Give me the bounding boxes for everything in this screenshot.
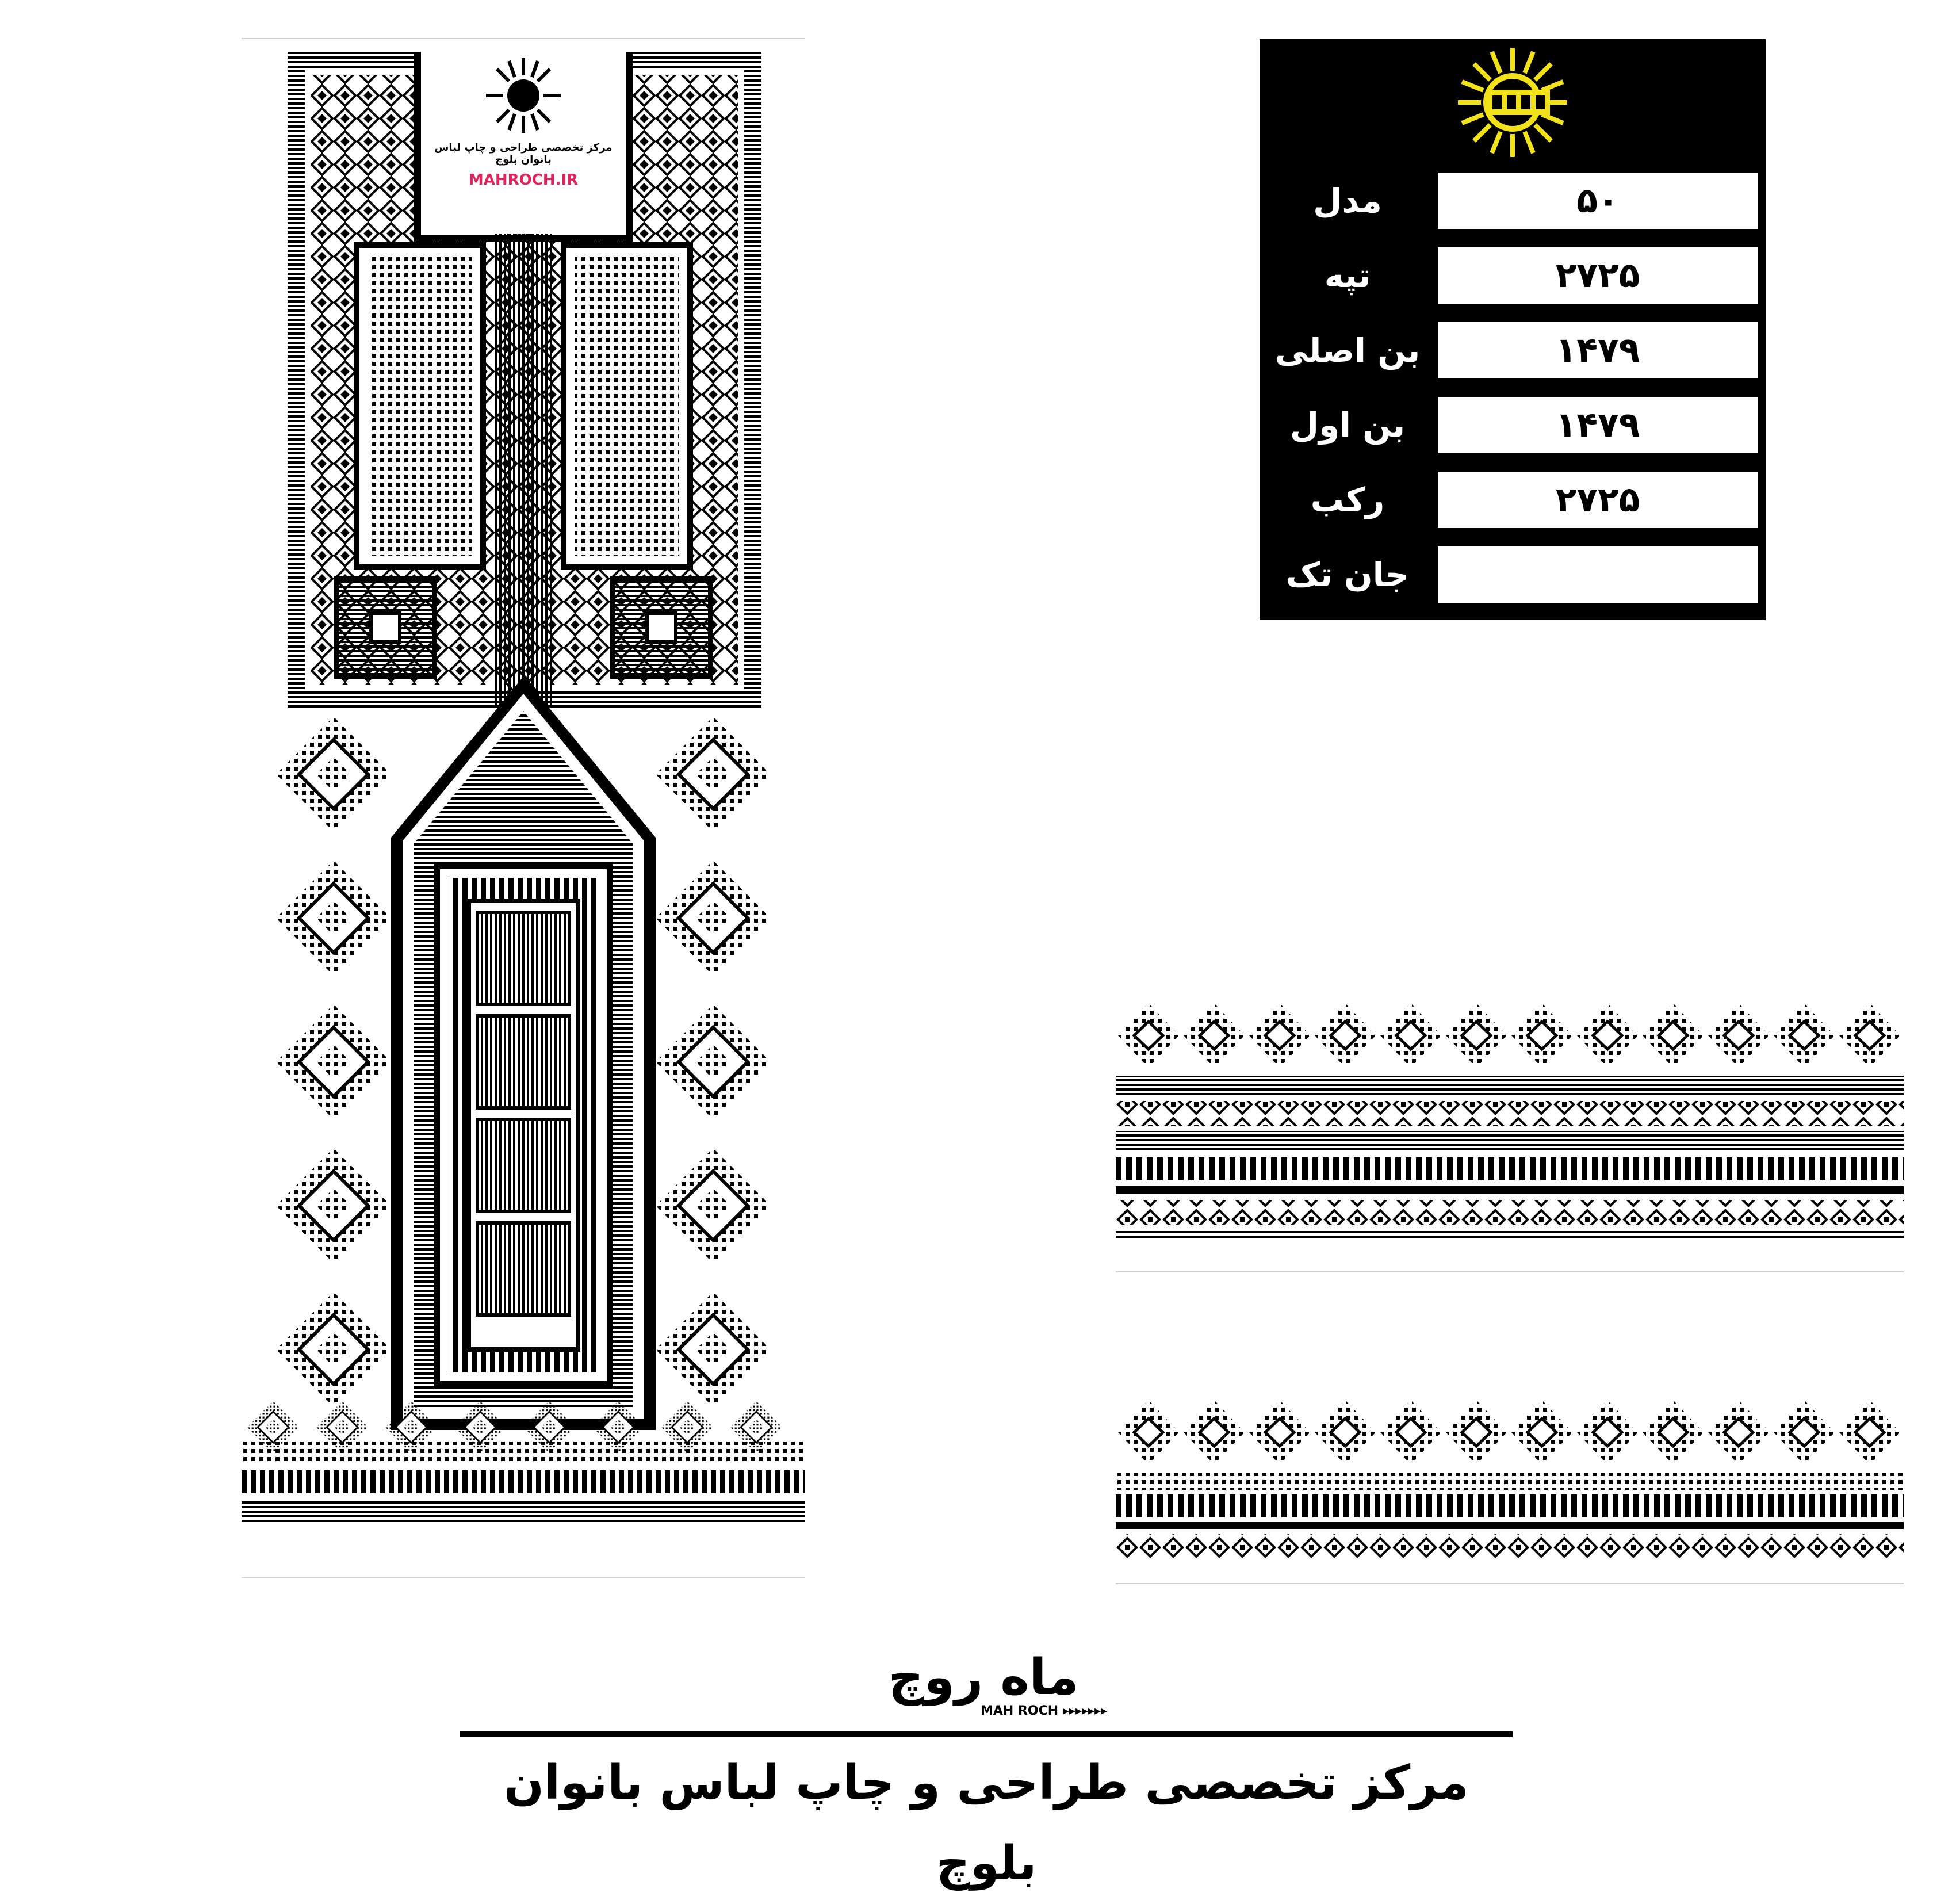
spec-label: بن اول bbox=[1289, 406, 1406, 445]
bottom-hairline bbox=[242, 1577, 805, 1578]
spec-value: ۵۰ bbox=[1438, 173, 1758, 229]
spec-label: رکب bbox=[1310, 480, 1385, 519]
garment-pattern-svg bbox=[242, 38, 805, 1580]
footer-tagline: مرکز تخصصی طراحی و چاپ لباس بانوان بلوچ bbox=[504, 1756, 1469, 1891]
spec-row-model bbox=[1260, 167, 1766, 235]
border-strip-pattern bbox=[1116, 1398, 1904, 1565]
spec-value: ۱۴۷۹ bbox=[1438, 322, 1758, 378]
top-hairline bbox=[242, 38, 805, 39]
spec-table bbox=[1260, 39, 1766, 620]
sleeve-border-strip-1 bbox=[1116, 1001, 1904, 1254]
spec-label: بن اصلی bbox=[1274, 331, 1421, 370]
footer-logo-subtext: MAH ROCH bbox=[981, 1704, 1059, 1718]
spec-row-tapeh bbox=[1260, 242, 1766, 309]
strip-divider bbox=[1116, 1583, 1904, 1584]
spec-row-jan-tak bbox=[1260, 541, 1766, 609]
spec-label: تپه bbox=[1324, 256, 1371, 295]
spec-row-main-base bbox=[1260, 316, 1766, 384]
spec-row-rekab bbox=[1260, 466, 1766, 534]
spec-value: ۲۷۲۵ bbox=[1438, 247, 1758, 304]
footer-logo bbox=[866, 1649, 1108, 1723]
garment-embroidery-pattern bbox=[242, 38, 805, 1580]
brand-label bbox=[426, 49, 621, 216]
spec-value bbox=[1438, 546, 1758, 603]
spec-label: مدل bbox=[1313, 181, 1382, 220]
spec-logo-band bbox=[1260, 39, 1766, 167]
brand-label-site: MAHROCH.IR bbox=[468, 171, 579, 189]
strip-divider bbox=[1116, 1271, 1904, 1272]
sun-logo-icon bbox=[483, 55, 564, 136]
footer-logo-arrows: ▸▸▸▸▸▸▸ bbox=[1062, 1704, 1108, 1718]
mahroch-sun-logo-icon bbox=[1260, 39, 1766, 167]
brand-label-tagline: مرکز تخصصی طراحی و چاپ لباس بانوان بلوچ bbox=[434, 142, 613, 166]
footer-logo-text: ماه روچ bbox=[888, 1649, 1079, 1706]
spec-row-first-base bbox=[1260, 391, 1766, 459]
sleeve-border-strip-2 bbox=[1116, 1398, 1904, 1565]
spec-value: ۱۴۷۹ bbox=[1438, 397, 1758, 453]
spec-label: جان تک bbox=[1285, 555, 1410, 594]
footer-divider bbox=[460, 1731, 1513, 1737]
border-strip-pattern bbox=[1116, 1001, 1904, 1254]
spec-value: ۲۷۲۵ bbox=[1438, 472, 1758, 528]
